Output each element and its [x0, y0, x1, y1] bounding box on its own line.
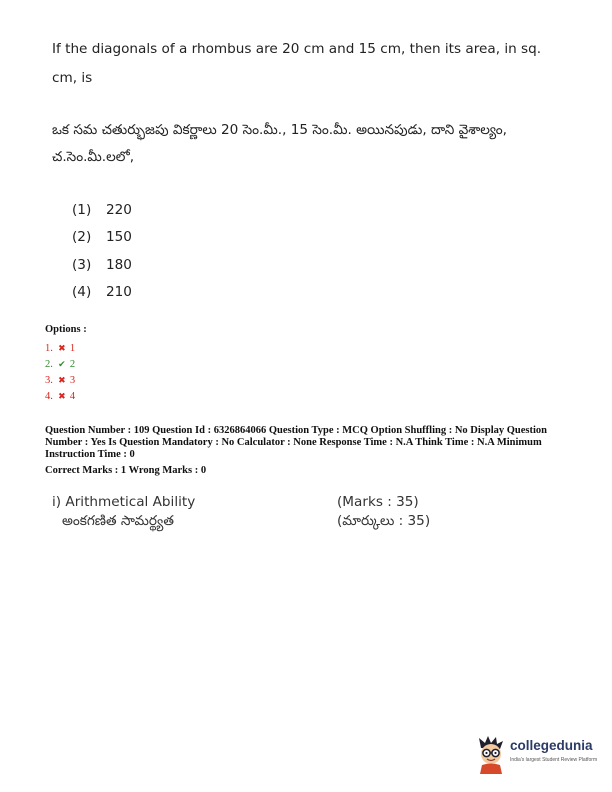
option-label: 3. — [45, 374, 53, 386]
choice-1 — [72, 196, 132, 224]
choice-2 — [72, 224, 132, 252]
choice-number: (2) — [72, 229, 92, 246]
section-marks-telugu: (మార్కులు : 35) — [337, 513, 431, 529]
option-2 — [45, 356, 75, 372]
section-title-english: i) Arithmetical Ability — [52, 494, 196, 510]
option-value: 2 — [69, 358, 76, 370]
choice-number: (1) — [72, 201, 92, 218]
options-heading: Options : — [45, 324, 87, 335]
section-marks-english: (Marks : 35) — [337, 494, 419, 510]
question-info: Question Number : 109 Question Id : 6326864066 Question Type : MCQ Option Shuffling : No Display Question Number : Yes Is Question Mandatory : No Calculator : None Response Time : N.A Think Time : N.A Minimum Instruction Time : 0 — [45, 425, 548, 461]
option-3 — [45, 372, 75, 388]
option-1 — [45, 340, 75, 356]
mascot-icon — [474, 734, 508, 774]
question-english: If the diagonals of a rhombus are 20 cm and 15 cm, then its area, in sq. cm, is — [52, 41, 542, 86]
section-header — [52, 493, 452, 531]
choice-value: 210 — [106, 284, 132, 301]
choice-4 — [72, 279, 132, 307]
choice-value: 220 — [106, 201, 132, 218]
option-label: 1. — [45, 342, 53, 354]
choice-3 — [72, 251, 132, 279]
marks-line: Correct Marks : 1 Wrong Marks : 0 — [45, 465, 207, 476]
choice-value: 180 — [106, 256, 132, 273]
answer-choices — [72, 196, 132, 306]
options-list — [45, 340, 75, 404]
option-4 — [45, 388, 75, 404]
logo-wordmark: collegedunia — [510, 738, 593, 753]
cross-icon: ✖ — [58, 342, 66, 353]
choice-value: 150 — [106, 229, 132, 246]
option-value: 4 — [69, 390, 76, 402]
cross-icon: ✖ — [58, 374, 66, 385]
section-title-telugu: అంకగణిత సామర్థ్యత — [62, 513, 174, 529]
logo-tagline: India's largest Student Review Platform — [510, 757, 598, 763]
check-icon: ✔ — [58, 358, 66, 369]
question-telugu: ఒక సమ చతుర్భుజపు వికర్ణాలు 20 సెం.మీ., 15 సెం.మీ. అయినపుడు, దాని వైశాల్యం, చ.సెం.మీ.లలో, — [52, 122, 508, 165]
option-value: 3 — [69, 374, 76, 386]
option-label: 4. — [45, 390, 53, 402]
collegedunia-logo — [474, 734, 604, 774]
choice-number: (3) — [72, 256, 92, 273]
option-value: 1 — [69, 342, 76, 354]
choice-number: (4) — [72, 284, 92, 301]
option-label: 2. — [45, 358, 53, 370]
cross-icon: ✖ — [58, 390, 66, 401]
